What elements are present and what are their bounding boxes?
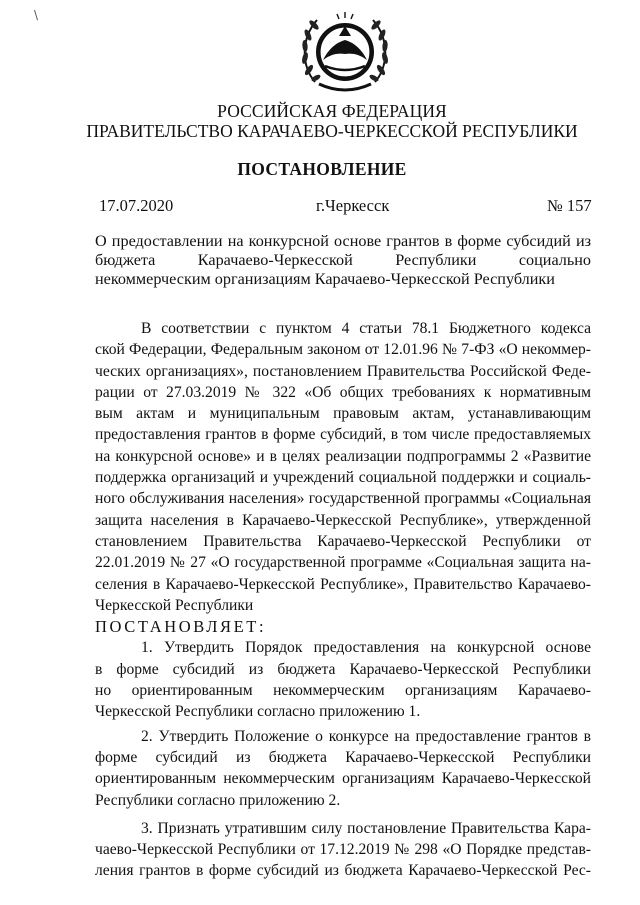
document-subject <box>95 231 591 289</box>
header-country: РОССИЙСКАЯ ФЕДЕРАЦИЯ <box>217 101 447 121</box>
item2-line: форме субсидий из бюджета Карачаево-Черкесской Республики <box>95 748 591 766</box>
item1-line: в форме субсидий из бюджета Карачаево-Черкесской Республики <box>95 660 591 678</box>
document-date: 17.07.2020 <box>99 196 174 215</box>
item2-line: 2. Утвердить Положение о конкурсе на предоставление грантов в <box>141 727 591 745</box>
preamble-line: рации от 27.03.2019 № 322 «Об общих требованиях к нормативным <box>95 383 591 401</box>
item3-line: 3. Признать утратившим силу постановление Правительства Кара- <box>141 819 591 837</box>
preamble-line: становлением Правительства Карачаево-Черкесской Республики от <box>95 532 591 550</box>
item3-line: чаево-Черкесской Республики от 17.12.2019 № 298 «О Порядке представ- <box>95 841 591 859</box>
preamble-line: защита населения в Карачаево-Черкесской Республике», утвержденной <box>95 511 591 529</box>
subject-line: О предоставлении на конкурсной основе грантов в форме субсидий из <box>95 232 591 250</box>
resolves-heading: ПОСТАНОВЛЯЕТ: <box>95 617 267 637</box>
preamble-line: ного обслуживания населения» государственной программы «Социальная <box>95 490 591 508</box>
header-government: ПРАВИТЕЛЬСТВО КАРАЧАЕВО-ЧЕРКЕССКОЙ РЕСПУБЛИКИ <box>86 121 578 141</box>
preamble-line: 22.01.2019 № 27 «О государственной программе «Социальная защита на- <box>95 554 591 572</box>
subject-line: некоммерческим организациям Карачаево-Черкесской Республики <box>95 270 555 289</box>
item2-line: Республики согласно приложению 2. <box>95 791 341 809</box>
document-body <box>95 318 591 882</box>
preamble-line: предоставления грантов в форме субсидий, в том числе предоставляемых <box>95 426 591 444</box>
preamble-line: поддержка организаций и учреждений социальной поддержки и социаль- <box>95 469 591 487</box>
document-number: № 157 <box>547 196 592 215</box>
preamble-line: ческих организациях», постановлением Правительства Российской Феде- <box>95 362 591 380</box>
preamble-line: селения в Карачаево-Черкесской Республике», Правительство Карачаево- <box>95 575 591 593</box>
coat-of-arms-emblem <box>293 4 397 102</box>
preamble-line: В соответствии с пунктом 4 статьи 78.1 Бюджетного кодекса <box>141 320 591 337</box>
item1-line: 1. Утвердить Порядок предоставления на конкурсной основе <box>141 639 591 657</box>
preamble-line: вым актам и муниципальным правовым актам, устанавливающим <box>95 405 591 423</box>
preamble-line: ской Федерации, Федеральным законом от 12.01.96 № 7-ФЗ «О некоммер- <box>95 341 591 359</box>
margin-mark: \ <box>34 8 39 22</box>
preamble-line: Черкесской Республики <box>95 596 254 614</box>
item1-line: но ориентированным некоммерческим организациям Карачаево- <box>95 682 591 700</box>
subject-line: бюджета Карачаево-Черкесской Республики социально <box>95 251 591 270</box>
item3-line: ления грантов в форме субсидий из бюджета Карачаево-Черкесской Рес- <box>95 862 591 880</box>
item2-line: ориентированным некоммерческим организациям Карачаево-Черкесской <box>95 770 591 788</box>
document-title: ПОСТАНОВЛЕНИЕ <box>237 159 407 179</box>
preamble-line: на конкурсной основе» и в целях реализации подпрограммы 2 «Развитие <box>95 447 591 465</box>
document-city: г.Черкесск <box>316 196 390 215</box>
item1-line: Черкесской Республики согласно приложению 1. <box>95 703 421 721</box>
